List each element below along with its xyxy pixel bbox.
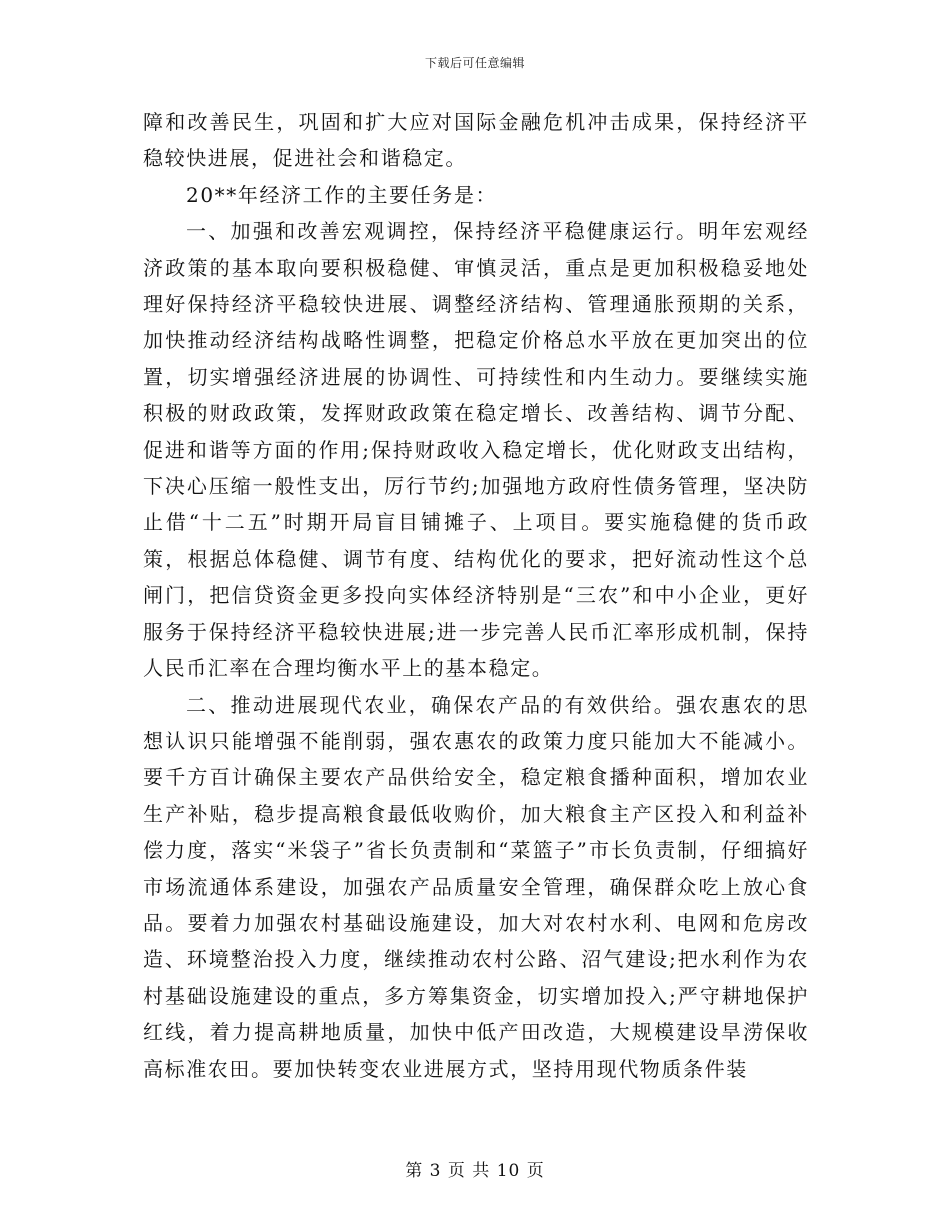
paragraph-continuation: 障和改善民生，巩固和扩大应对国际金融危机冲击成果，保持经济平稳较快进展，促进社会和谐稳定。 [143, 110, 809, 171]
paragraph-agriculture: 二、推动进展现代农业，确保农产品的有效供给。强农惠农的思想认识只能增强不能削弱，强农惠农的政策力度只能加大不能减小。要千方百计确保主要农产品供给安全，稳定粮食播种面积，增加农业生产补贴，稳步提高粮食最低收购价，加大粮食主产区投入和利益补偿力度，落实“米袋子”省长负责制和“菜篮子”市长负责制，仔细搞好市场流通体系建设，加强农产品质量安全管理，确保群众吃上放心食品。要着力加强农村基础设施建设，加大对农村水利、电网和危房改造、环境整治投入力度，继续推动农村公路、沼气建设;把水利作为农村基础设施建设的重点，多方筹集资金，切实增加投入;严守耕地保护红线，着力提高耕地质量，加快中低产田改造，大规模建设旱涝保收高标准农田。要加快转变农业进展方式，坚持用现代物质条件装 [143, 692, 809, 1081]
paragraph-macro-control: 一、加强和改善宏观调控，保持经济平稳健康运行。明年宏观经济政策的基本取向要积极稳健、审慎灵活，重点是更加积极稳妥地处理好保持经济平稳较快进展、调整经济结构、管理通胀预期的关系，加快推动经济结构战略性调整，把稳定价格总水平放在更加突出的位置，切实增强经济进展的协调性、可持续性和内生动力。要继续实施积极的财政政策，发挥财政政策在稳定增长、改善结构、调节分配、促进和谐等方面的作用;保持财政收入稳定增长，优化财政支出结构，下决心压缩一般性支出，厉行节约;加强地方政府性债务管理，坚决防止借“十二五”时期开局盲目铺摊子、上项目。要实施稳健的货币政策，根据总体稳健、调节有度、结构优化的要求，把好流动性这个总闸门，把信贷资金更多投向实体经济特别是“三农”和中小企业，更好服务于保持经济平稳较快进展;进一步完善人民币汇率形成机制，保持人民币汇率在合理均衡水平上的基本稳定。 [143, 219, 809, 681]
document-body [143, 104, 809, 1087]
page-number: 第 3 页 共 10 页 [405, 1161, 545, 1181]
page-header-note: 下载后可任意编辑 [424, 56, 525, 70]
paragraph-tasks-heading: 20**年经济工作的主要任务是： [186, 182, 498, 207]
